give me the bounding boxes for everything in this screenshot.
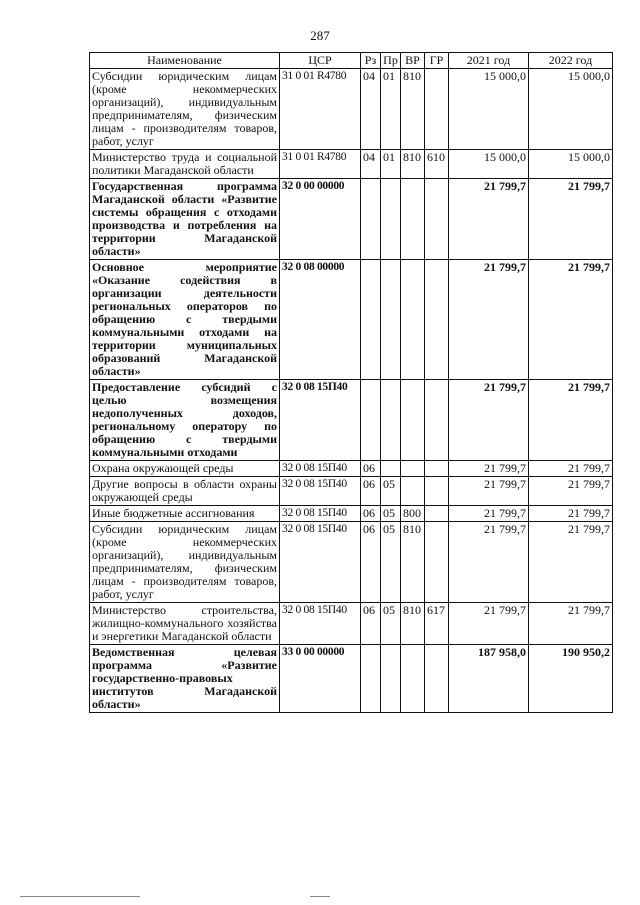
row-gr: 610	[425, 150, 449, 179]
row-gr: 617	[425, 603, 449, 645]
row-rz: 06	[361, 477, 381, 506]
row-csr: 32 0 08 15П40	[280, 506, 361, 522]
row-rz	[361, 260, 381, 380]
row-gr	[425, 179, 449, 260]
row-name: Предоставление субсидий с целью возмещения недополученных доходов, региональному оператору по обращению с твердыми коммунальными отходами	[90, 380, 280, 461]
row-amount-2021: 21 799,7	[449, 380, 529, 461]
row-amount-2021: 15 000,0	[449, 150, 529, 179]
table-row	[90, 603, 613, 645]
row-gr	[425, 461, 449, 477]
row-name: Министерство труда и социальной политики Магаданской области	[90, 150, 280, 179]
row-rz: 06	[361, 506, 381, 522]
table-row	[90, 260, 613, 380]
row-amount-2022: 15 000,0	[529, 69, 613, 150]
row-pr: 01	[381, 69, 401, 150]
table-row	[90, 150, 613, 179]
row-amount-2022: 190 950,2	[529, 645, 613, 713]
row-gr	[425, 506, 449, 522]
row-name: Ведомственная целевая программа «Развитие государственно-правовых институтов Магаданской области»	[90, 645, 280, 713]
page-number: 287	[310, 28, 330, 43]
row-csr: 31 0 01 R4780	[280, 69, 361, 150]
row-rz: 06	[361, 461, 381, 477]
row-csr: 32 0 00 00000	[280, 179, 361, 260]
table-header-row	[90, 53, 613, 69]
row-vr	[401, 477, 425, 506]
row-csr: 32 0 08 00000	[280, 260, 361, 380]
row-amount-2022: 21 799,7	[529, 179, 613, 260]
row-name: Иные бюджетные ассигнования	[90, 506, 280, 522]
row-name: Субсидии юридическим лицам (кроме некоммерческих организаций), индивидуальным предпринимателям, физическим лицам - производителям товаров, работ, услуг	[90, 69, 280, 150]
header-csr: ЦСР	[280, 53, 361, 69]
row-csr: 31 0 01 R4780	[280, 150, 361, 179]
row-pr: 05	[381, 477, 401, 506]
row-rz: 04	[361, 69, 381, 150]
row-amount-2021: 21 799,7	[449, 179, 529, 260]
row-gr	[425, 477, 449, 506]
footer-mark	[310, 896, 330, 897]
table-body	[90, 69, 613, 713]
row-vr	[401, 179, 425, 260]
header-gr: ГР	[425, 53, 449, 69]
row-amount-2021: 187 958,0	[449, 645, 529, 713]
row-pr	[381, 380, 401, 461]
row-vr: 810	[401, 603, 425, 645]
row-amount-2021: 21 799,7	[449, 506, 529, 522]
row-amount-2022: 21 799,7	[529, 461, 613, 477]
row-pr	[381, 461, 401, 477]
row-gr	[425, 645, 449, 713]
row-gr	[425, 522, 449, 603]
table-row	[90, 477, 613, 506]
table-row	[90, 506, 613, 522]
row-pr: 05	[381, 522, 401, 603]
row-pr	[381, 179, 401, 260]
row-name: Основное мероприятие «Оказание содействия в организации деятельности региональных операторов по обращению с твердыми коммунальными отходами на территории муниципальных образований Магаданской области»	[90, 260, 280, 380]
header-rz: Рз	[361, 53, 381, 69]
row-rz: 04	[361, 150, 381, 179]
row-amount-2022: 21 799,7	[529, 380, 613, 461]
row-amount-2022: 15 000,0	[529, 150, 613, 179]
row-name: Государственная программа Магаданской области «Развитие системы обращения с отходами производства и потребления на территории Магаданской области»	[90, 179, 280, 260]
row-gr	[425, 69, 449, 150]
row-pr: 05	[381, 603, 401, 645]
header-vr: ВР	[401, 53, 425, 69]
row-rz: 06	[361, 522, 381, 603]
table-row	[90, 645, 613, 713]
row-name: Министерство строительства, жилищно-коммунального хозяйства и энергетики Магаданской области	[90, 603, 280, 645]
row-csr: 33 0 00 00000	[280, 645, 361, 713]
header-2021: 2021 год	[449, 53, 529, 69]
row-amount-2021: 21 799,7	[449, 603, 529, 645]
row-rz	[361, 645, 381, 713]
row-rz	[361, 380, 381, 461]
row-vr: 810	[401, 69, 425, 150]
row-vr	[401, 645, 425, 713]
header-2022: 2022 год	[529, 53, 613, 69]
row-pr	[381, 645, 401, 713]
table-row	[90, 179, 613, 260]
row-pr: 01	[381, 150, 401, 179]
row-amount-2021: 21 799,7	[449, 522, 529, 603]
row-vr	[401, 260, 425, 380]
row-name: Другие вопросы в области охраны окружающей среды	[90, 477, 280, 506]
row-csr: 32 0 08 15П40	[280, 522, 361, 603]
row-vr: 810	[401, 150, 425, 179]
row-amount-2022: 21 799,7	[529, 260, 613, 380]
row-amount-2021: 15 000,0	[449, 69, 529, 150]
row-name: Субсидии юридическим лицам (кроме некоммерческих организаций), индивидуальным предпринимателям, физическим лицам - производителям товаров, работ, услуг	[90, 522, 280, 603]
row-csr: 32 0 08 15П40	[280, 380, 361, 461]
row-pr	[381, 260, 401, 380]
table-row	[90, 380, 613, 461]
row-gr	[425, 380, 449, 461]
row-rz: 06	[361, 603, 381, 645]
header-name: Наименование	[90, 53, 280, 69]
row-amount-2021: 21 799,7	[449, 477, 529, 506]
table-row	[90, 69, 613, 150]
row-vr	[401, 461, 425, 477]
row-vr: 800	[401, 506, 425, 522]
row-amount-2022: 21 799,7	[529, 603, 613, 645]
row-vr: 810	[401, 522, 425, 603]
row-amount-2021: 21 799,7	[449, 461, 529, 477]
row-rz	[361, 179, 381, 260]
row-name: Охрана окружающей среды	[90, 461, 280, 477]
table-row	[90, 461, 613, 477]
row-csr: 32 0 08 15П40	[280, 477, 361, 506]
footer-line	[20, 896, 140, 897]
row-csr: 32 0 08 15П40	[280, 461, 361, 477]
row-amount-2022: 21 799,7	[529, 477, 613, 506]
row-gr	[425, 260, 449, 380]
header-pr: Пр	[381, 53, 401, 69]
row-amount-2021: 21 799,7	[449, 260, 529, 380]
row-amount-2022: 21 799,7	[529, 506, 613, 522]
row-csr: 32 0 08 15П40	[280, 603, 361, 645]
table-row	[90, 522, 613, 603]
row-vr	[401, 380, 425, 461]
row-pr: 05	[381, 506, 401, 522]
budget-table	[89, 52, 613, 713]
row-amount-2022: 21 799,7	[529, 522, 613, 603]
